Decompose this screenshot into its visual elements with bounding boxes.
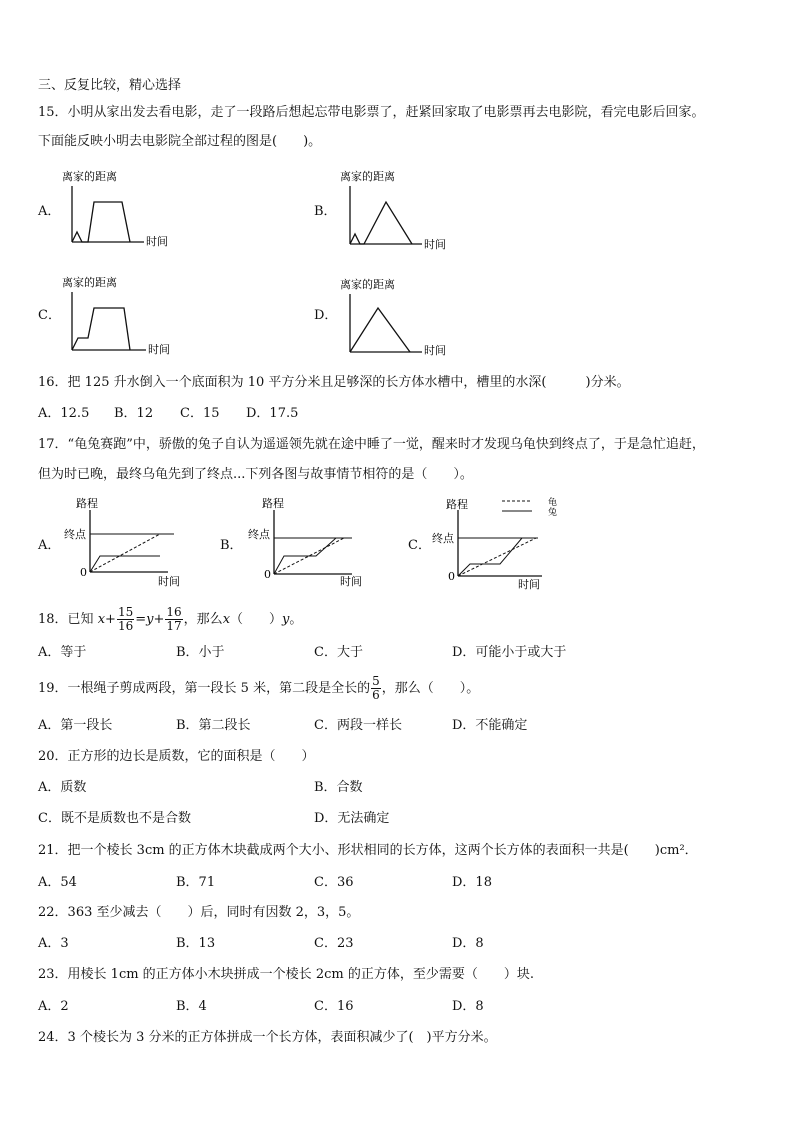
- q15-option-d-label[interactable]: D．: [314, 308, 338, 323]
- origin-label: 0: [264, 568, 271, 581]
- q17-graph-b: [244, 496, 384, 588]
- q16-option-a[interactable]: A．12.5: [38, 406, 90, 421]
- q15-option-a-label[interactable]: A．: [38, 204, 61, 219]
- plus-sign: +: [105, 612, 116, 627]
- y-axis-label: 离家的距离: [62, 276, 117, 289]
- var-y: y: [282, 612, 290, 627]
- q20-option-a[interactable]: A．质数: [38, 780, 87, 795]
- q23-option-b[interactable]: B．4: [176, 999, 207, 1014]
- var-x: x: [97, 612, 106, 627]
- q18-option-c[interactable]: C．大于: [314, 645, 363, 660]
- q22-option-d[interactable]: D．8: [452, 936, 484, 951]
- q19-option-b[interactable]: B．第二段长: [176, 718, 251, 733]
- x-axis-label: 时间: [518, 578, 540, 591]
- fraction-15-16: $\frac{15}{16}$: [117, 605, 134, 633]
- q15-option-c-label[interactable]: C．: [38, 308, 61, 323]
- y-axis-label: 路程: [446, 498, 468, 511]
- q20-option-c[interactable]: C．既不是质数也不是合数: [38, 811, 191, 826]
- q22-option-a[interactable]: A．3: [38, 936, 69, 951]
- var-x: x: [222, 612, 231, 627]
- equals-sign: =: [135, 612, 147, 627]
- q24-stem: 24．3 个棱长为 3 分米的正方体拼成一个长方体，表面积减少了( )平方分米。: [38, 1030, 497, 1045]
- q21-option-a[interactable]: A．54: [38, 875, 77, 890]
- q23-option-a[interactable]: A．2: [38, 999, 69, 1014]
- answer-blank[interactable]: （ ）: [230, 612, 283, 627]
- q17-graph-c: [428, 496, 568, 590]
- var-y: y: [146, 612, 154, 627]
- q18-stem: [38, 606, 302, 634]
- origin-label: 0: [448, 570, 455, 583]
- q15-graph-b: [338, 168, 468, 252]
- x-axis-label: 时间: [424, 238, 446, 251]
- q23-option-d[interactable]: D．8: [452, 999, 484, 1014]
- section-title: 三、反复比较，精心选择: [38, 78, 182, 93]
- q15-option-b-label[interactable]: B．: [314, 204, 337, 219]
- q22-stem: 22．363 至少减去（ ）后，同时有因数 2，3，5。: [38, 905, 360, 920]
- y-axis-label: 路程: [76, 497, 98, 510]
- y-axis-label: 离家的距离: [62, 170, 117, 183]
- q15-graph-c: [60, 274, 190, 356]
- y-axis-label: 离家的距离: [340, 170, 395, 183]
- finish-label: 终点: [248, 528, 270, 541]
- x-axis-label: 时间: [158, 575, 180, 588]
- legend-rabbit: 兔: [548, 508, 558, 518]
- q21-stem: 21．把一个棱长 3cm 的正方体木块截成两个大小、形状相同的长方体，这两个长方体的表面积一共是( )cm²．: [38, 843, 698, 858]
- q21-option-c[interactable]: C．36: [314, 875, 354, 890]
- q18-mid: ，那么: [183, 612, 223, 627]
- q21-option-b[interactable]: B．71: [176, 875, 216, 890]
- q23-option-c[interactable]: C．16: [314, 999, 354, 1014]
- q17-stem-line1: 17．“龟兔赛跑”中，骄傲的兔子自认为遥遥领先就在途中睡了一觉，醒来时才发现乌龟快到终点了，于是急忙追赶，: [38, 437, 705, 452]
- q16-option-d[interactable]: D．17.5: [246, 406, 299, 421]
- x-axis-label: 时间: [424, 344, 446, 357]
- x-axis-label: 时间: [146, 235, 168, 248]
- q19-option-c[interactable]: C．两段一样长: [314, 718, 402, 733]
- q22-option-b[interactable]: B．13: [176, 936, 216, 951]
- plus-sign: +: [153, 612, 165, 627]
- q15-graph-a: [60, 168, 190, 248]
- q17-stem-line2: 但为时已晚，最终乌龟先到了终点...下列各图与故事情节相符的是（ ）。: [38, 467, 473, 482]
- q16-option-c[interactable]: C．15: [180, 406, 220, 421]
- q20-option-d[interactable]: D．无法确定: [314, 811, 390, 826]
- legend-tortoise: 龟: [548, 498, 558, 508]
- fraction-5-6: $\frac{5}{6}$: [372, 674, 380, 702]
- q23-stem: 23．用棱长 1cm 的正方体小木块拼成一个棱长 2cm 的正方体，至少需要（ ）块.: [38, 967, 534, 982]
- q17-graph-a: [60, 496, 200, 588]
- q15-graph-d: [338, 276, 468, 358]
- q17-option-b-label[interactable]: B．: [220, 538, 243, 553]
- q20-stem: 20．正方形的边长是质数，它的面积是（ ）: [38, 749, 315, 764]
- y-axis-label: 离家的距离: [340, 278, 395, 291]
- q18-option-b[interactable]: B．小于: [176, 645, 225, 660]
- q15-stem-line2: 下面能反映小明去电影院全部过程的图是( )。: [38, 134, 322, 149]
- x-axis-label: 时间: [148, 343, 170, 356]
- q16-option-b[interactable]: B．12: [114, 406, 154, 421]
- fraction-16-17: $\frac{16}{17}$: [166, 605, 182, 633]
- q22-option-c[interactable]: C．23: [314, 936, 354, 951]
- q19-prefix: 19．一根绳子剪成两段，第一段长 5 米，第二段是全长的: [38, 681, 371, 696]
- y-axis-label: 路程: [262, 497, 284, 510]
- q20-option-b[interactable]: B．合数: [314, 780, 363, 795]
- origin-label: 0: [80, 566, 87, 579]
- q16-stem: 16．把 125 升水倒入一个底面积为 10 平方分米且足够深的长方体水槽中，槽里的水深( )分米。: [38, 375, 630, 390]
- q18-option-a[interactable]: A．等于: [38, 645, 87, 660]
- finish-label: 终点: [432, 532, 454, 545]
- x-axis-label: 时间: [340, 575, 362, 588]
- q18-prefix: 18．已知: [38, 612, 94, 627]
- q19-option-d[interactable]: D．不能确定: [452, 718, 528, 733]
- q15-stem-line1: 15．小明从家出发去看电影，走了一段路后想起忘带电影票了，赶紧回家取了电影票再去电影院，看完电影后回家。: [38, 105, 705, 120]
- q18-option-d[interactable]: D．可能小于或大于: [452, 645, 567, 660]
- q18-end: 。: [289, 612, 303, 627]
- q17-option-c-label[interactable]: C．: [408, 538, 431, 553]
- q17-option-a-label[interactable]: A．: [38, 538, 61, 553]
- q19-option-a[interactable]: A．第一段长: [38, 718, 113, 733]
- q19-suffix: ，那么（ ）。: [381, 681, 480, 696]
- finish-label: 终点: [64, 528, 86, 541]
- q19-stem: [38, 675, 479, 703]
- q21-option-d[interactable]: D．18: [452, 875, 492, 890]
